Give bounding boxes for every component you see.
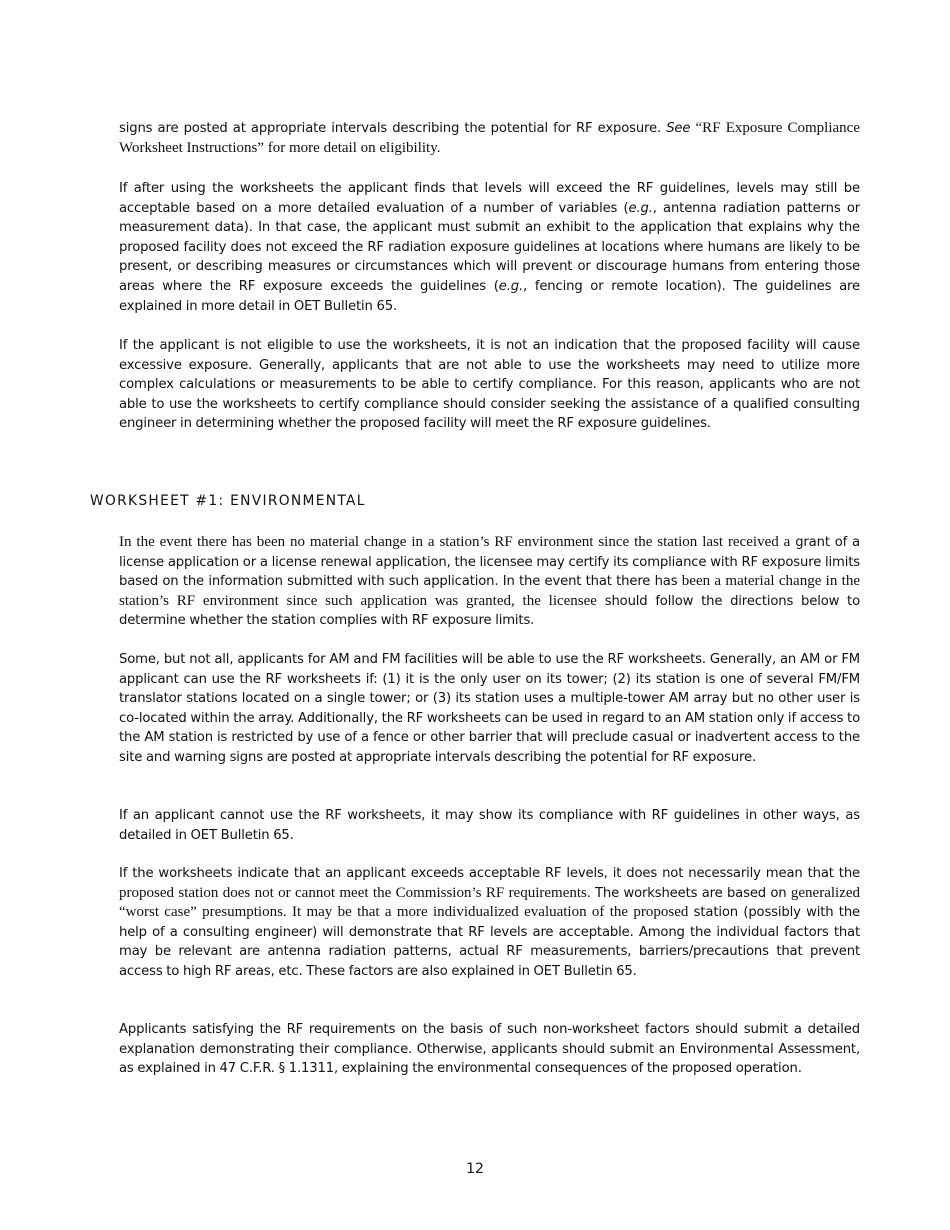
page-number: 12 [466,1161,484,1177]
text-run: If after using the worksheets the applicant finds that levels will exceed the RF guidelines, levels may still be acceptable based on a more detailed evaluation of a number of variables ( [119,181,860,216]
worksheet-paragraph-exceeds [119,864,860,982]
text-run: The worksheets are based on [590,885,791,901]
text-run: station (possibly with the help of a consulting engineer) will demonstrate that RF levels are acceptable. Among the individual factors that may be relevant are antenna radiation patterns, actual RF measurements, barriers/precautions that prevent access to high RF areas, etc. These factors are also explained in OET Bulletin 65. [119,905,860,979]
worksheet-paragraph-no-change [119,533,860,631]
worksheet-paragraph-non-worksheet-factors: Applicants satisfying the RF requirements on the basis of such non-worksheet factors should submit a detailed explanation demonstrating their compliance. Otherwise, applicants should submit an Environmental Assessment, as explained in 47 C.F.R. § 1.1311, explaining the environmental consequences of the proposed operation. [119,1022,860,1077]
intro-paragraph-eligibility [119,119,860,158]
worksheet-paragraph-eligibility: Some, but not all, applicants for AM and FM facilities will be able to use the RF worksheets. Generally, an AM or FM applicant can use the RF worksheets if: (1) it is the only user on its tower; (2) its station is one of several FM/FM translator stations located on a single tower; or (3) its station uses a multiple-tower AM array but no other user is co-located within the array. Additionally, the RF worksheets can be used in regard to an AM station only if access to the AM station is restricted by use of a fence or other barrier that will preclude casual or inadvertent access to the site and warning signs are posted at appropriate intervals describing the potential for RF exposure. [119,652,860,765]
text-run: If the worksheets indicate that an applicant exceeds acceptable RF levels, it does not necessarily mean that the [119,866,860,881]
text-run-italic: e.g. [628,200,653,216]
text-run: signs are posted at appropriate intervals describing the potential for RF exposure. [119,121,667,136]
text-run: should follow the directions below to determine whether the station complies with RF exposure limits. [119,593,860,629]
text-run: , antenna radiation patterns or measurement data). In that case, the applicant must submit an exhibit to the application that explains why the proposed facility does not exceed the RF radiation exposure guidelines at locations where humans are likely to be present, or describing measures or circumstances which will prevent or discourage humans from entering those areas where the RF exposure exceeds the guidelines ( [119,200,861,294]
text-run-serif: been a material change in the station’s RF environment since such application was granted, the licensee [119,573,860,609]
text-run-italic: See [666,121,691,136]
intro-paragraph-not-eligible: If the applicant is not eligible to use the worksheets, it is not an indication that the proposed facility will cause excessive exposure. Generally, applicants that are not able to use the worksheets may need to utilize more complex calculations or measurements to be able to certify compliance. For this reason, applicants who are not able to use the worksheets to certify compliance should consider seeking the assistance of a qualified consulting engineer in determining whether the proposed facility will meet the RF exposure guidelines. [119,338,860,432]
text-run-serif: “RF Exposure Compliance Worksheet Instructions” for more detail on eligibility. [119,120,860,156]
text-run: grant of a license application or a license renewal application, the licensee may certify its compliance with RF exposure limits based on the information submitted with such application. In the event that there has [119,535,860,590]
text-run-italic: e.g. [498,278,524,294]
text-run-serif: In the event there has been no material change in a station’s RF environment since the station last received a [119,534,791,550]
intro-paragraph-exceed-guidelines [119,179,860,316]
text-run-serif: proposed station does not or cannot meet the Commission’s RF requirements. [119,884,591,901]
text-run: , fencing or remote location). The guidelines are explained in more detail in OET Bulletin 65. [119,278,860,314]
worksheet-paragraph-other-ways: If an applicant cannot use the RF worksheets, it may show its compliance with RF guidelines in other ways, as detailed in OET Bulletin 65. [119,808,860,843]
text-run-serif: generalized “worst case” presumptions. It may be that a more individualized evaluation of the proposed [119,884,861,921]
section-heading: WORKSHEET #1: ENVIRONMENTAL [90,493,366,509]
